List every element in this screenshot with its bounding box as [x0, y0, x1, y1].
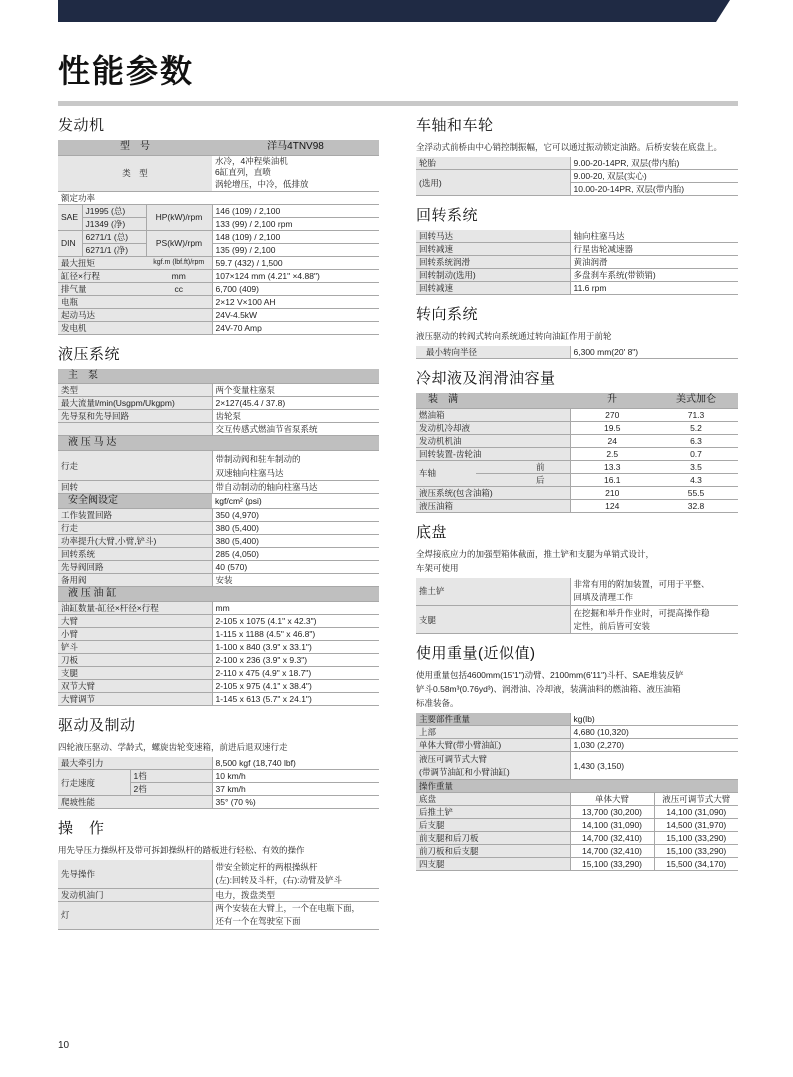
steering-desc: 液压驱动的转阀式转向系统通过转向油缸作用于前轮	[416, 331, 612, 341]
sae-row-1: SAE J1995 (总) HP(kW)/rpm 146 (109) / 2,100	[58, 204, 379, 217]
op-weight-row: 四支腿 15,100 (33,290) 15,500 (34,170)	[416, 858, 738, 871]
dozer-row: 推土铲 非常有用的附加装置，可用于平整、 回填及清理工作	[416, 578, 738, 606]
speed-row-1: 行走速度 1档 10 km/h	[58, 770, 379, 783]
weight-header: 主要部件重量 kg(lb)	[416, 713, 738, 726]
grade-row: 爬坡性能 35° (70 %)	[58, 796, 379, 809]
tire-option-row-1: (选用) 9.00-20, 双层(实心)	[416, 170, 738, 183]
engine-row: 发电机 24V-70 Amp	[58, 321, 379, 334]
chassis-heading: 底盘	[416, 523, 448, 541]
axle-table	[416, 157, 738, 196]
tire-row: 轮胎 9.00-20-14PR, 双层(带内胎)	[416, 157, 738, 170]
right-column	[416, 116, 738, 871]
din-row-2: 6271/1 (净) 135 (99) / 2,100	[58, 243, 379, 256]
capacity-row: 发动机冷却液 19.5 5.2	[416, 421, 738, 434]
engine-row: 排气量 cc 6,700 (409)	[58, 282, 379, 295]
weight-desc: 使用重量包括4600mm(15'1")动臂、2100mm(6'11")斗杆、SAE堆装反铲 铲斗0.58m³(0.76yd³)、润滑油、冷却液，装满油料的燃油箱、液压油箱 标准装备。	[416, 670, 684, 708]
swing-row: 回转系统润滑 黄油润滑	[416, 256, 738, 269]
tire-option-row-2: 10.00-20-14PR, 双层(带内胎)	[416, 183, 738, 196]
hyd-row: 类型 两个变量柱塞泵	[58, 384, 379, 397]
engine-heading: 发动机	[58, 117, 105, 134]
cyl-row: 刀板 2-100 x 236 (3.9" x 9.3")	[58, 654, 379, 667]
op-weight-row: 后推土铲 13,700 (30,200) 14,100 (31,090)	[416, 806, 738, 819]
valve-row: 先导阀回路 40 (570)	[58, 561, 379, 574]
part-row: 单体大臂(带小臂油缸) 1,030 (2,270)	[416, 739, 738, 752]
coolant-heading: 冷却液及润滑油容量	[416, 370, 556, 387]
hydraulic-heading: 液压系统	[58, 345, 121, 363]
throttle-row: 发动机油门 电力，拨盘类型	[58, 888, 379, 901]
hyd-row: 最大流量l/min(Usgpm/Ukgpm) 2×127(45.4 / 37.8)	[58, 397, 379, 410]
valve-header: 安全阀设定 kgf/cm² (psi)	[58, 494, 379, 509]
part-row: 上部 4,680 (10,320)	[416, 726, 738, 739]
op-weight-header: 操作重量	[416, 780, 738, 793]
chassis-desc: 全焊接底应力的加强型箱体截面，推土铲和支腿为单销式设计， 车架可使用	[416, 548, 655, 573]
turning-radius-row: 最小转向半径 6,300 mm(20' 8")	[416, 346, 738, 359]
op-weight-row: 前刀板和后支腿 14,700 (32,410) 15,100 (33,290)	[416, 845, 738, 858]
weight-heading: 使用重量(近似值)	[416, 645, 536, 662]
coolant-header: 装 满 升 美式加仑	[416, 393, 738, 408]
operation-table	[58, 860, 379, 930]
engine-row: 缸径×行程 mm 107×124 mm (4.21" ×4.88")	[58, 269, 379, 282]
top-banner	[58, 0, 730, 22]
din-row-1: DIN 6271/1 (总) PS(kW)/rpm 148 (109) / 2,100	[58, 230, 379, 243]
engine-row: 起动马达 24V-4.5kW	[58, 308, 379, 321]
op-weight-row: 前支腿和后刀板 14,700 (32,410) 15,100 (33,290)	[416, 832, 738, 845]
capacity-row: 发动机机油 24 6.3	[416, 434, 738, 447]
traction-row: 最大牵引力 8,500 kgf (18,740 lbf)	[58, 757, 379, 770]
hyd-row: 交互传感式燃油节省泵系统	[58, 423, 379, 436]
coolant-table	[416, 393, 738, 513]
capacity-row: 液压油箱 124 32.8	[416, 499, 738, 512]
cyl-row: 小臂 1-115 x 1188 (4.5" x 46.8")	[58, 628, 379, 641]
left-column	[58, 116, 379, 930]
op-weight-row: 后支腿 14,100 (31,090) 14,500 (31,970)	[416, 819, 738, 832]
weight-table	[416, 713, 738, 871]
engine-row: 最大扭矩 kgf.m (lbf.ft)/rpm 59.7 (432) / 1,500	[58, 256, 379, 269]
motor-header: 液 压 马 达	[58, 436, 379, 451]
capacity-row: 回转装置-齿轮油 2.5 0.7	[416, 447, 738, 460]
cylinder-header: 液 压 油 缸	[58, 587, 379, 602]
valve-row: 行走 380 (5,400)	[58, 522, 379, 535]
cyl-row: 铲斗 1-100 x 840 (3.9" x 33.1")	[58, 641, 379, 654]
cyl-row: 支腿 2-110 x 475 (4.9" x 18.7")	[58, 667, 379, 680]
swing-row: 回转制动(选用) 多盘刹车系统(带锁销)	[416, 269, 738, 282]
cyl-row: 油缸数量-缸径×杆径×行程 mm	[58, 602, 379, 615]
engine-row: 电瓶 2×12 V×100 AH	[58, 295, 379, 308]
valve-row: 工作装置回路 350 (4,970)	[58, 509, 379, 522]
operation-desc: 用先导压力操纵杆及带可拆卸操纵杆的踏板进行轻松、有效的操作	[58, 845, 305, 855]
engine-table	[58, 140, 379, 335]
steering-heading: 转向系统	[416, 306, 479, 323]
sae-row-2: J1349 (净) 133 (99) / 2,100 rpm	[58, 217, 379, 230]
capacity-row: 燃油箱 270 71.3	[416, 408, 738, 421]
title-divider	[58, 101, 738, 106]
adjustable-boom-row: 液压可调节式大臂 (带调节油缸和小臂油缸) 1,430 (3,150)	[416, 752, 738, 780]
drive-table	[58, 757, 379, 809]
axle-front-row: 车轴 前 13.3 3.5	[416, 460, 738, 473]
travel-motor-row: 行走 带制动阀和驻车制动的 双速轴向柱塞马达	[58, 451, 379, 481]
cyl-row: 大臂调节 1-145 x 613 (5.7" x 24.1")	[58, 693, 379, 706]
pump-header: 主 泵	[58, 369, 379, 384]
capacity-row: 液压系统(包含油箱) 210 55.5	[416, 486, 738, 499]
swing-row: 回转马达 轴向柱塞马达	[416, 230, 738, 243]
hydraulic-table	[58, 369, 379, 707]
valve-row: 回转系统 285 (4,050)	[58, 548, 379, 561]
speed-row-2: 2档 37 km/h	[58, 783, 379, 796]
swing-table	[416, 230, 738, 295]
steering-table	[416, 346, 738, 359]
engine-model-row: 型 号 洋马4TNV98	[58, 140, 379, 155]
hyd-row: 先导泵和先导回路 齿轮泵	[58, 410, 379, 423]
engine-type-row: 类 型 水冷，4冲程柴油机 6缸直列，直喷 涡轮增压，中冷，低排放	[58, 155, 379, 191]
pilot-row: 先导操作 带安全锁定杆的两根操纵杆 (左):回转及斗杆，(右):动臂及铲斗	[58, 860, 379, 888]
op-weight-col-header: 底盘 单体大臂 液压可调节式大臂	[416, 793, 738, 806]
axle-heading: 车轴和车轮	[416, 117, 494, 134]
drive-heading: 驱动及制动	[58, 717, 136, 734]
operation-heading: 操 作	[58, 820, 105, 837]
drive-desc: 四轮液压驱动、学龄式，螺旋齿轮变速箱，前进后退双速行走	[58, 742, 288, 752]
cyl-row: 大臂 2-105 x 1075 (4.1" x 42.3")	[58, 615, 379, 628]
swing-motor-row: 回转 带自动制动的轴向柱塞马达	[58, 481, 379, 494]
swing-row: 回转减速 11.6 rpm	[416, 282, 738, 295]
page-title: 性能参数	[58, 53, 195, 89]
chassis-table	[416, 578, 738, 635]
valve-row: 备用阀 安装	[58, 574, 379, 587]
outrigger-row: 支腿 在挖掘和举升作业时，可提高操作稳 定性，前后皆可安装	[416, 606, 738, 634]
cyl-row: 双节大臂 2-105 x 975 (4.1" x 38.4")	[58, 680, 379, 693]
valve-row: 功率提升(大臂,小臂,铲斗) 380 (5,400)	[58, 535, 379, 548]
axle-rear-row: 后 16.1 4.3	[416, 473, 738, 486]
page-number: 10	[58, 1040, 70, 1051]
swing-heading: 回转系统	[416, 207, 479, 224]
light-row: 灯 两个安装在大臂上，一个在电瓶下面， 还有一个在驾驶室下面	[58, 901, 379, 929]
axle-desc: 全浮动式前桥由中心销控制振幅，它可以通过振动锁定油路。后桥安装在底盘上。	[416, 142, 723, 152]
swing-row: 回转减速 行星齿轮减速器	[416, 243, 738, 256]
rated-power-row: 额定功率	[58, 191, 379, 204]
